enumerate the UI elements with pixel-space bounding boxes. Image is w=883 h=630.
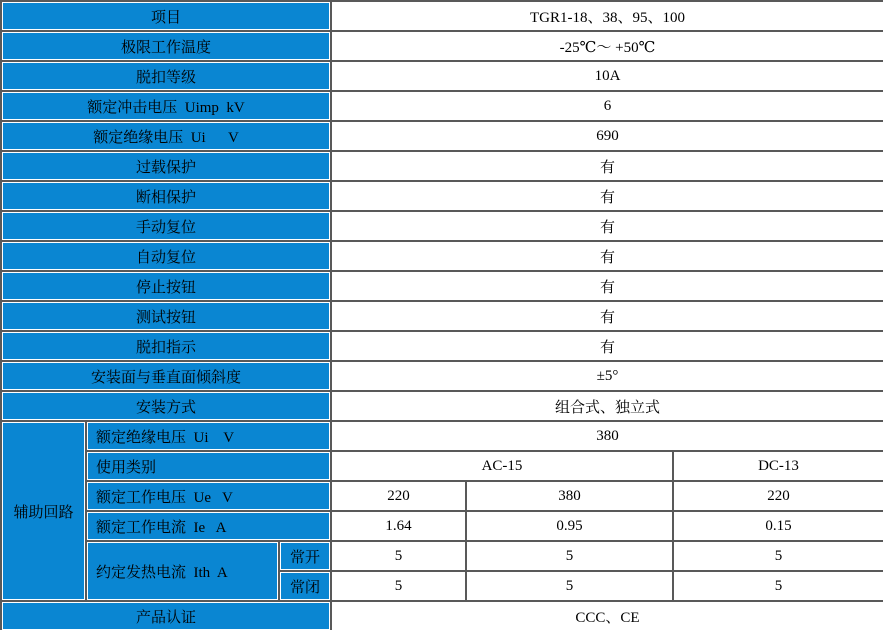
table-row-aux-category	[1, 451, 883, 481]
row-label: 手动复位	[1, 211, 331, 241]
sub-row-label: 常闭	[279, 571, 331, 601]
table-row	[1, 211, 883, 241]
value-cell: 5	[466, 541, 673, 571]
value-cell: 220	[673, 481, 883, 511]
category-ac-cell: AC-15	[331, 451, 673, 481]
row-label: 测试按钮	[1, 301, 331, 331]
row-value: 690	[331, 121, 883, 151]
row-value: CCC、CE	[331, 601, 883, 630]
row-value: 有	[331, 181, 883, 211]
row-label: 断相保护	[1, 181, 331, 211]
table-row-aux-current	[1, 511, 883, 541]
table-row	[1, 61, 883, 91]
row-label: 自动复位	[1, 241, 331, 271]
row-value: 有	[331, 151, 883, 181]
value-cell: 5	[331, 571, 466, 601]
row-label: 过载保护	[1, 151, 331, 181]
row-label: 额定绝缘电压 Ui V	[1, 121, 331, 151]
row-value: 有	[331, 241, 883, 271]
table-row	[1, 271, 883, 301]
value-cell: 0.95	[466, 511, 673, 541]
table-row	[1, 1, 883, 31]
value-cell: 0.15	[673, 511, 883, 541]
value-cell: 5	[466, 571, 673, 601]
table-row	[1, 91, 883, 121]
table-row	[1, 181, 883, 211]
row-label: 产品认证	[1, 601, 331, 630]
sub-row-label: 常开	[279, 541, 331, 571]
row-label: 使用类别	[86, 451, 331, 481]
row-label: 极限工作温度	[1, 31, 331, 61]
row-value: 有	[331, 271, 883, 301]
aux-group-label: 辅助回路	[1, 421, 86, 601]
table-row	[1, 361, 883, 391]
row-value: -25℃～ +50℃	[331, 31, 883, 61]
table-row-certification	[1, 601, 883, 630]
table-row-aux-insulation	[1, 421, 883, 451]
value-cell: 5	[331, 541, 466, 571]
table-row	[1, 121, 883, 151]
table-row	[1, 241, 883, 271]
row-label: 额定绝缘电压 Ui V	[86, 421, 331, 451]
row-label: 约定发热电流 Ith A	[86, 541, 279, 601]
row-label: 额定冲击电压 Uimp kV	[1, 91, 331, 121]
table-row	[1, 301, 883, 331]
row-label: 停止按钮	[1, 271, 331, 301]
row-value: 有	[331, 331, 883, 361]
table-row	[1, 391, 883, 421]
row-value: 有	[331, 301, 883, 331]
row-value: 6	[331, 91, 883, 121]
value-cell: 380	[466, 481, 673, 511]
row-label: 额定工作电压 Ue V	[86, 481, 331, 511]
table-row	[1, 331, 883, 361]
value-cell: 1.64	[331, 511, 466, 541]
table-row-aux-voltage	[1, 481, 883, 511]
table-row	[1, 151, 883, 181]
row-value: 有	[331, 211, 883, 241]
row-value: 10A	[331, 61, 883, 91]
row-value: 380	[331, 421, 883, 451]
row-label: 项目	[1, 1, 331, 31]
value-cell: 220	[331, 481, 466, 511]
row-label: 脱扣指示	[1, 331, 331, 361]
table-row-aux-thermal-no	[1, 541, 883, 571]
value-cell: 5	[673, 571, 883, 601]
row-value: 组合式、独立式	[331, 391, 883, 421]
table-row	[1, 31, 883, 61]
value-cell: 5	[673, 541, 883, 571]
category-dc-cell: DC-13	[673, 451, 883, 481]
row-label: 脱扣等级	[1, 61, 331, 91]
row-value: ±5°	[331, 361, 883, 391]
row-label: 安装方式	[1, 391, 331, 421]
row-value: TGR1-18、38、95、100	[331, 1, 883, 31]
row-label: 安装面与垂直面倾斜度	[1, 361, 331, 391]
row-label: 额定工作电流 Ie A	[86, 511, 331, 541]
